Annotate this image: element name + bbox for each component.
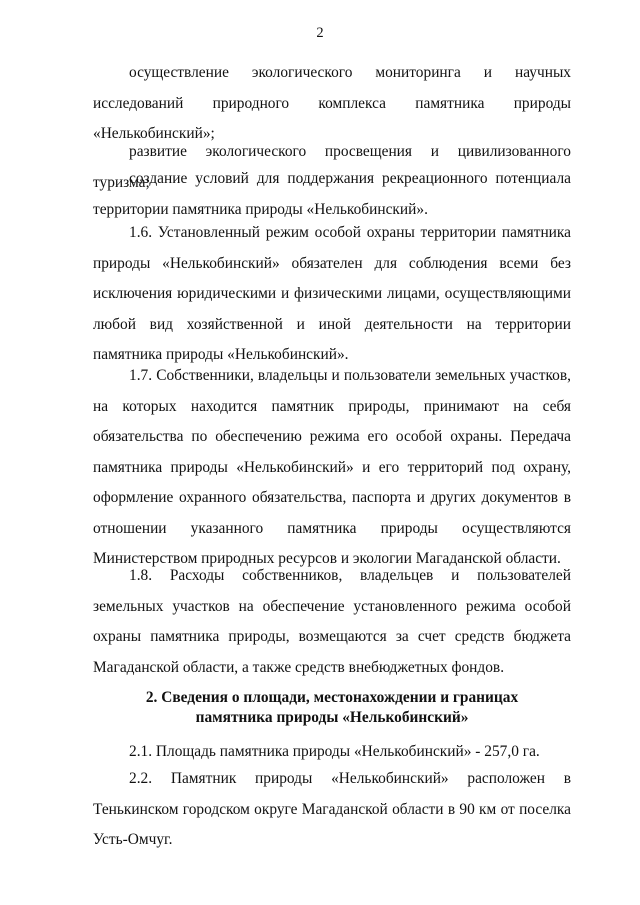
- paragraph-1-8: 1.8. Расходы собственников, владельцев и пользователей земельных участков на обеспечение установленного режима особой охраны памятника природы, возмещаются за счет средств бюджета Магаданской области, а также средств внебюджетных фондов.: [93, 567, 571, 676]
- paragraph-recreation: создание условий для поддержания рекреационного потенциала территории памятника природы «Нелькобинский».: [93, 170, 571, 218]
- paragraph-2-1: 2.1. Площадь памятника природы «Нелькобинский» - 257,0 га.: [129, 743, 540, 760]
- page-number: 2: [316, 25, 324, 41]
- section-2-heading-line-1: 2. Сведения о площади, местонахождении и границах: [145, 689, 519, 706]
- paragraph-2-2: 2.2. Памятник природы «Нелькобинский» расположен в Тенькинском городском округе Магаданской области в 90 км от поселка Усть-Омчуг.: [93, 770, 571, 848]
- paragraph-1-7: 1.7. Собственники, владельцы и пользователи земельных участков, на которых находится памятник природы, принимают на себя обязательства по обеспечению режима его особой охраны. Передача памятника природы «Нелькобинский» и его территорий под охрану, оформление охранного обязательства, паспорта и других документов в отношении указанного памятника природы осуществляются Министерством природных ресурсов и экологии Магаданской области.: [93, 367, 571, 567]
- paragraph-1-6: 1.6. Установленный режим особой охраны территории памятника природы «Нелькобинский» обязателен для соблюдения всеми без исключения юридическими и физическими лицами, осуществляющими любой вид хозяйственной и иной деятельности на территории памятника природы «Нелькобинский».: [93, 224, 571, 363]
- section-2-heading-line-2: памятника природы «Нелькобинский»: [195, 709, 469, 726]
- paragraph-monitoring: осуществление экологического мониторинга и научных исследований природного комплекса памятника природы «Нелькобинский»;: [93, 64, 571, 142]
- section-2-heading: [93, 688, 571, 728]
- paragraph-education: развитие экологического просвещения и цивилизованного туризма;: [93, 143, 571, 191]
